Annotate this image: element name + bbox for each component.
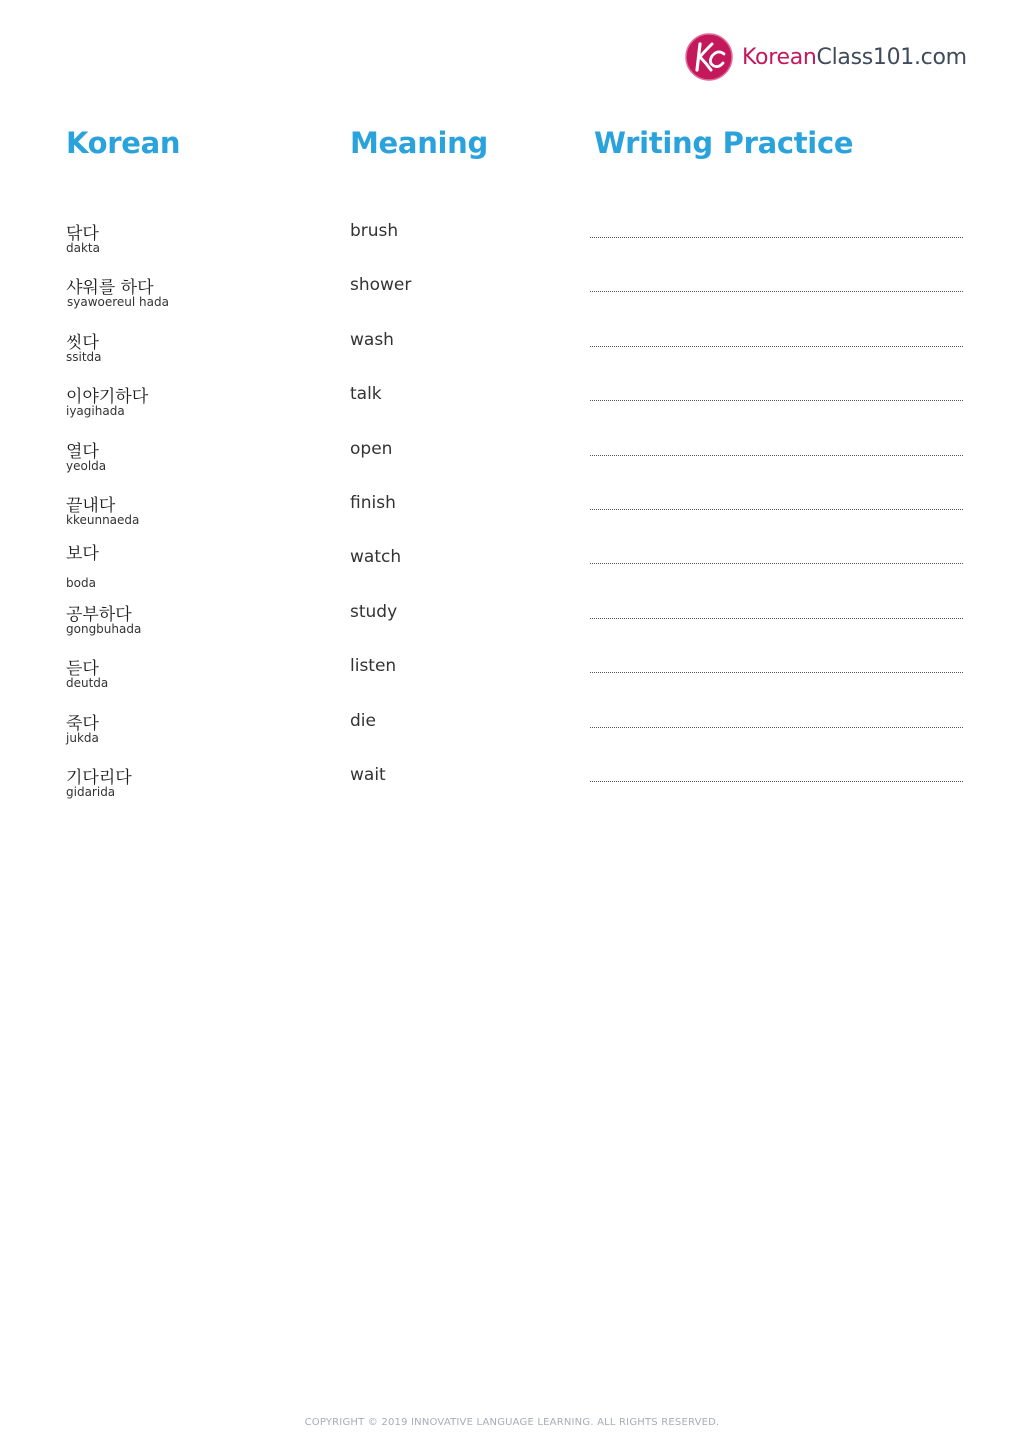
- korean-word: 듣다: [66, 659, 99, 680]
- meaning: brush: [350, 221, 399, 241]
- korean-word: 기다리다: [66, 767, 132, 788]
- vocab-row: [0, 651, 1024, 705]
- meaning: open: [350, 438, 393, 459]
- romanization: iyagihada: [66, 404, 125, 419]
- meaning: watch: [350, 547, 402, 568]
- romanization: yeolda: [66, 458, 107, 473]
- romanization: dakta: [66, 241, 100, 255]
- korean-word: 공부하다: [66, 604, 132, 625]
- romanization: gongbuhada: [66, 621, 142, 636]
- header-writing-practice: Writing Practice: [594, 126, 854, 160]
- meaning: finish: [350, 492, 396, 513]
- brand-logo: [684, 30, 967, 84]
- header-korean: Korean: [66, 126, 181, 160]
- vocab-row: [0, 488, 1024, 542]
- vocab-list: [0, 216, 1024, 814]
- meaning: talk: [350, 384, 382, 405]
- korean-word: 보다: [66, 544, 99, 565]
- korean-word: 닦다: [66, 224, 99, 244]
- korean-word: 씻다: [66, 332, 99, 353]
- korean-word: 샤워를 하다: [66, 278, 154, 299]
- meaning: shower: [350, 275, 412, 296]
- writing-practice-line: [590, 672, 963, 673]
- meaning: wash: [350, 329, 394, 350]
- romanization: ssitda: [66, 349, 102, 364]
- vocab-row: [0, 760, 1024, 814]
- romanization: jukda: [66, 730, 99, 745]
- vocab-row: [0, 270, 1024, 324]
- vocab-row: [0, 434, 1024, 488]
- romanization: boda: [66, 576, 96, 591]
- vocab-row: [0, 325, 1024, 379]
- romanization: kkeunnaeda: [66, 512, 140, 527]
- writing-practice-line: [590, 727, 963, 728]
- vocab-row: [0, 706, 1024, 760]
- romanization: deutda: [66, 676, 109, 691]
- vocab-row: [0, 542, 1024, 596]
- writing-practice-line: [590, 346, 963, 347]
- meaning: listen: [350, 656, 397, 677]
- writing-practice-line: [590, 618, 963, 619]
- kc-monogram-icon: [684, 32, 734, 82]
- writing-practice-line: [590, 237, 963, 238]
- writing-practice-line: [590, 400, 963, 401]
- brand-name-rest: Class101.com: [816, 44, 967, 70]
- romanization: syawoereul hada: [67, 295, 169, 310]
- romanization: gidarida: [66, 784, 116, 799]
- vocab-row: [0, 597, 1024, 651]
- meaning: die: [350, 710, 376, 731]
- vocab-row: [0, 216, 1024, 270]
- writing-practice-line: [590, 781, 963, 782]
- copyright-footer: COPYRIGHT © 2019 INNOVATIVE LANGUAGE LEARNING. ALL RIGHTS RESERVED.: [304, 1417, 720, 1428]
- meaning: wait: [350, 764, 386, 785]
- writing-practice-line: [590, 291, 963, 292]
- brand-name-korean: Korean: [742, 44, 817, 70]
- korean-word: 열다: [66, 441, 99, 462]
- meaning: study: [350, 601, 398, 622]
- korean-word: 죽다: [66, 713, 99, 734]
- korean-word: 이야기하다: [66, 387, 149, 408]
- korean-word: 끝내다: [66, 495, 116, 516]
- header-meaning: Meaning: [350, 126, 488, 160]
- brand-name: [742, 45, 967, 70]
- writing-practice-line: [590, 563, 963, 564]
- writing-practice-line: [590, 509, 963, 510]
- vocab-row: [0, 379, 1024, 433]
- writing-practice-line: [590, 455, 963, 456]
